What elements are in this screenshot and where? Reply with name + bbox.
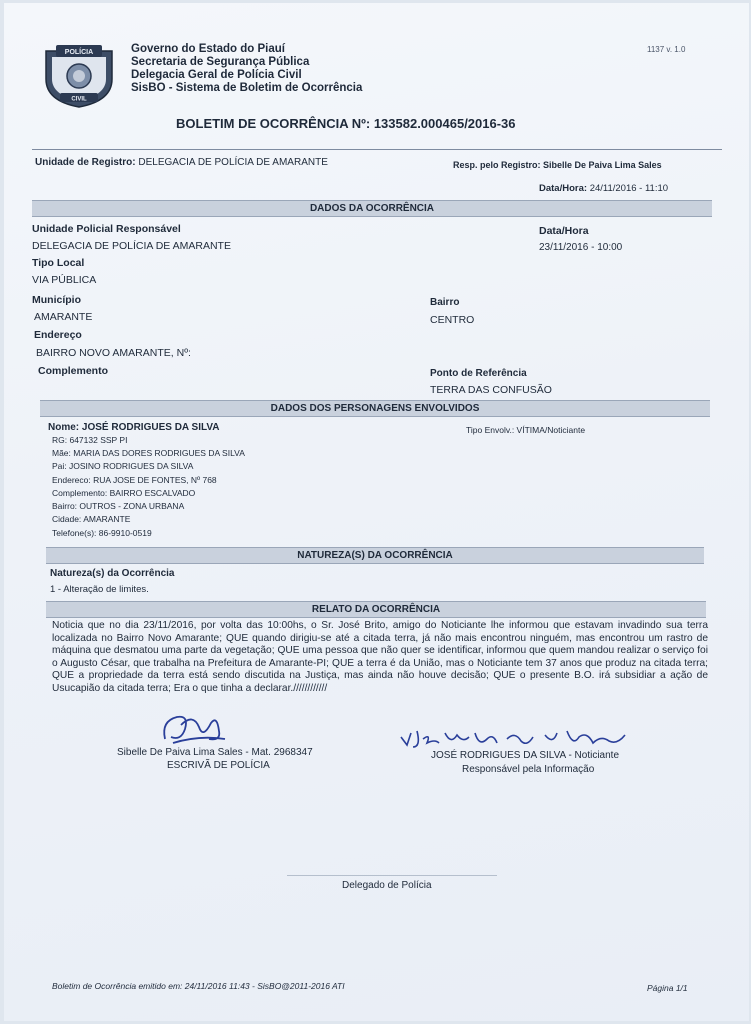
noticiante-role: Responsável pela Informação [462,764,595,775]
municipio-value: AMARANTE [34,311,93,323]
municipio-label: Município [32,294,81,306]
bairro-label: Bairro [430,297,460,308]
section-natureza: NATUREZA(S) DA OCORRÊNCIA [46,547,704,564]
registro-datahora-label: Data/Hora: [539,183,588,194]
registro-unidade [35,157,328,168]
noticiante-signature [397,725,637,751]
delegado-signature-line [287,875,497,876]
registro-unidade-value: DELEGACIA DE POLÍCIA DE AMARANTE [138,157,328,168]
personagem-cidade: Cidade: AMARANTE [52,514,131,524]
footer-emitido: Boletim de Ocorrência emitido em: 24/11/2016 11:43 - SisBO@2011-2016 ATI [52,981,345,991]
personagem-mae: Mãe: MARIA DAS DORES RODRIGUES DA SILVA [52,448,245,458]
section-relato: RELATO DA OCORRÊNCIA [46,601,706,618]
escriva-role: ESCRIVÃ DE POLÍCIA [167,760,270,771]
personagem-tipo: Tipo Envolv.: VÍTIMA/Noticiante [466,425,586,435]
registro-resp-value: Sibelle De Paiva Lima Sales [543,160,662,170]
personagem-bairro: Bairro: OUTROS - ZONA URBANA [52,501,185,511]
badge-top-text: POLÍCIA [64,49,94,56]
registro-resp-label: Resp. pelo Registro: [453,160,541,170]
delegado-label: Delegado de Polícia [342,880,432,891]
bairro-value: CENTRO [430,314,475,326]
personagem-rg: RG: 647132 SSP PI [52,435,128,445]
divider [32,149,722,150]
referencia-label: Ponto de Referência [430,368,527,379]
header-line-government: Governo do Estado do Piauí [131,43,285,55]
datahora-value: 23/11/2016 - 10:00 [539,242,623,253]
natureza-item: 1 - Alteração de limites. [50,584,149,595]
noticiante-name: JOSÉ RODRIGUES DA SILVA - Noticiante [431,750,620,761]
section-personagens: DADOS DOS PERSONAGENS ENVOLVIDOS [40,400,710,417]
natureza-label: Natureza(s) da Ocorrência [50,568,175,579]
personagem-pai: Pai: JOSINO RODRIGUES DA SILVA [52,461,194,471]
complemento-label: Complemento [38,365,109,377]
escriva-name: Sibelle De Paiva Lima Sales - Mat. 2968347 [117,747,313,758]
document-page [4,3,749,1021]
tipo-local-value: VIA PÚBLICA [32,274,97,286]
referencia-value: TERRA DAS CONFUSÃO [430,384,552,396]
section-dados-ocorrencia: DADOS DA OCORRÊNCIA [32,200,712,217]
registro-datahora-value: 24/11/2016 - 11:10 [589,183,669,194]
endereco-label: Endereço [34,329,82,341]
personagem-nome: Nome: JOSÉ RODRIGUES DA SILVA [48,422,220,433]
endereco-value: BAIRRO NOVO AMARANTE, Nº: [36,347,191,359]
header-line-sisbo: SisBO - Sistema de Boletim de Ocorrência [131,82,363,94]
document-title: BOLETIM DE OCORRÊNCIA Nº: 133582.000465/2016-36 [176,116,516,131]
header-line-secretaria: Secretaria de Segurança Pública [131,56,310,68]
badge-bottom-text: CIVIL [71,96,87,103]
unidade-policial-value: DELEGACIA DE POLÍCIA DE AMARANTE [32,240,231,252]
tipo-local-label: Tipo Local [32,257,85,269]
registro-unidade-label: Unidade de Registro: [35,157,136,168]
personagem-telefone: Telefone(s): 86-9910-0519 [52,528,152,538]
unidade-policial-label: Unidade Policial Responsável [32,223,181,235]
police-badge-logo [42,43,116,109]
header-line-delegacia: Delegacia Geral de Polícia Civil [131,69,302,81]
personagem-endereco: Endereco: RUA JOSE DE FONTES, Nº 768 [52,475,217,485]
footer-page-number: Página 1/1 [647,983,688,993]
escriva-signature [159,709,229,749]
registro-responsavel [453,160,662,170]
registro-datahora [539,183,668,194]
datahora-label: Data/Hora [539,225,589,237]
form-version: 1137 v. 1.0 [647,45,686,54]
relato-text: Noticia que no dia 23/11/2016, por volta das 10:00hs, o Sr. José Brito, amigo do Noticiante lhe informou que estavam invadindo sua terra localizada no Bairro Novo Amarante; QUE quando dirigiu-se até a citada terra, já não mais encontrou ninguém, mas encontrou um rastro de máquina que desmatou uma parte da vegetação; QUE uma pessoa que não quer se identificar, informou que quem mandou realizar o serviço foi o Augusto César, que trabalha na Prefeitura de Amarante-PI; QUE a terra é da União, mas o Noticiante tem 37 anos que produz na citada terra; QUE a propriedade da terra está sendo discutida na Justiça, mas ainda não houve decisão; QUE o presente B.O. irá subsidiar a ação de Usucapião da citada terra; Era o que tinha a declarar.//////////// [52,620,708,694]
personagem-complemento: Complemento: BAIRRO ESCALVADO [52,488,196,498]
